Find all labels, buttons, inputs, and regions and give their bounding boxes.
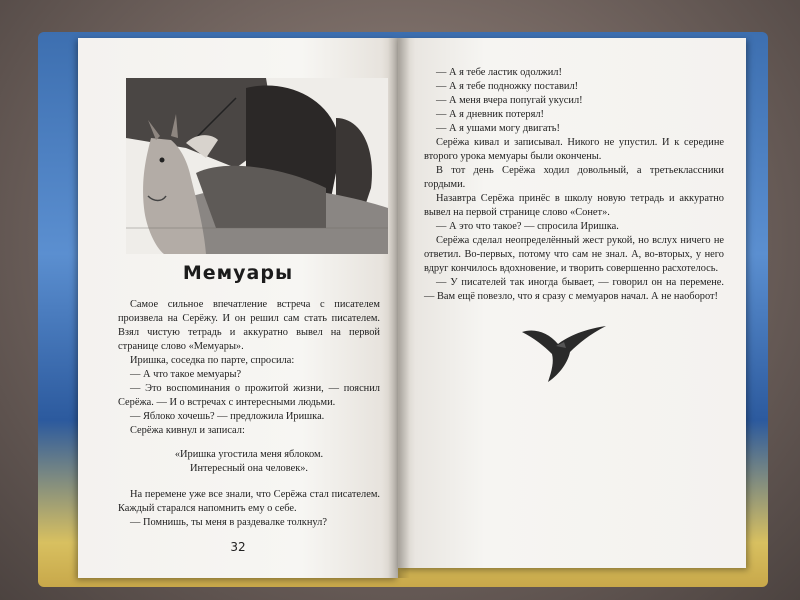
page-number: 32 <box>230 540 246 554</box>
paragraph: — А я дневник потерял! <box>436 109 544 120</box>
paragraph: — У писателей так иногда бывает, — говорил он на перемене. — Вам ещё повезло, что я сразу с мемуаров начал. А не наоборот! <box>424 277 724 302</box>
paragraph: — А я тебе ластик одолжил! <box>436 67 562 78</box>
quote-line: «Иришка угостила меня яблоком. <box>174 449 324 460</box>
chapter-illustration <box>126 78 388 254</box>
ink-drawing-icon <box>126 78 388 254</box>
paragraph: Назавтра Серёжа принёс в школу новую тетрадь и аккуратно вывел на первой странице слово «Сонет». <box>424 193 724 218</box>
paragraph: — А это что такое? — спросила Иришка. <box>436 221 619 232</box>
paragraph: — А я ушами могу двигать! <box>436 123 560 134</box>
paragraph: — А что такое мемуары? <box>130 369 242 380</box>
book-spine <box>388 38 410 578</box>
paragraph: Серёжа кивнул и записал: <box>130 425 245 436</box>
paragraph: На перемене уже все знали, что Серёжа стал писателем. Каждый старался напомнить ему о себе. <box>118 489 380 514</box>
paragraph: Самое сильное впечатление встреча с писателем произвела на Серёжу. И он решил сам стать писателем. Взял чистую тетрадь и аккуратно вывел на первой странице слово «Мемуары». <box>118 299 380 352</box>
paragraph: Серёжа кивал и записывал. Никого не упустил. И к середине второго урока мемуары были окончены. <box>424 137 724 162</box>
quote-line: Интересный она человек». <box>189 463 309 474</box>
chapter-title: Мемуары <box>182 262 294 284</box>
paragraph: Серёжа сделал неопределённый жест рукой, но вслух ничего не ответил. Во-первых, потому что сам не знал. А, во-вторых, у него вдруг кончилось вдохновение, и творить совершенно расхотелось. <box>424 235 724 274</box>
paragraph: — Помнишь, ты меня в раздевалке толкнул? <box>130 517 327 528</box>
paragraph: — А меня вчера попугай укусил! <box>436 95 583 106</box>
right-page-text <box>424 66 724 304</box>
quote-block <box>118 448 380 476</box>
paragraph: — Это воспоминания о прожитой жизни, — пояснил Серёжа. — И о встречах с интересными людьми. <box>118 383 380 408</box>
bird-icon <box>520 318 608 384</box>
paragraph: Иришка, соседка по парте, спросила: <box>130 355 295 366</box>
paragraph: — А я тебе подножку поставил! <box>436 81 579 92</box>
paragraph: — Яблоко хочешь? — предложила Иришка. <box>130 411 325 422</box>
left-page-text <box>118 298 380 530</box>
paragraph: В тот день Серёжа ходил довольный, а третьеклассники гордыми. <box>424 165 724 190</box>
